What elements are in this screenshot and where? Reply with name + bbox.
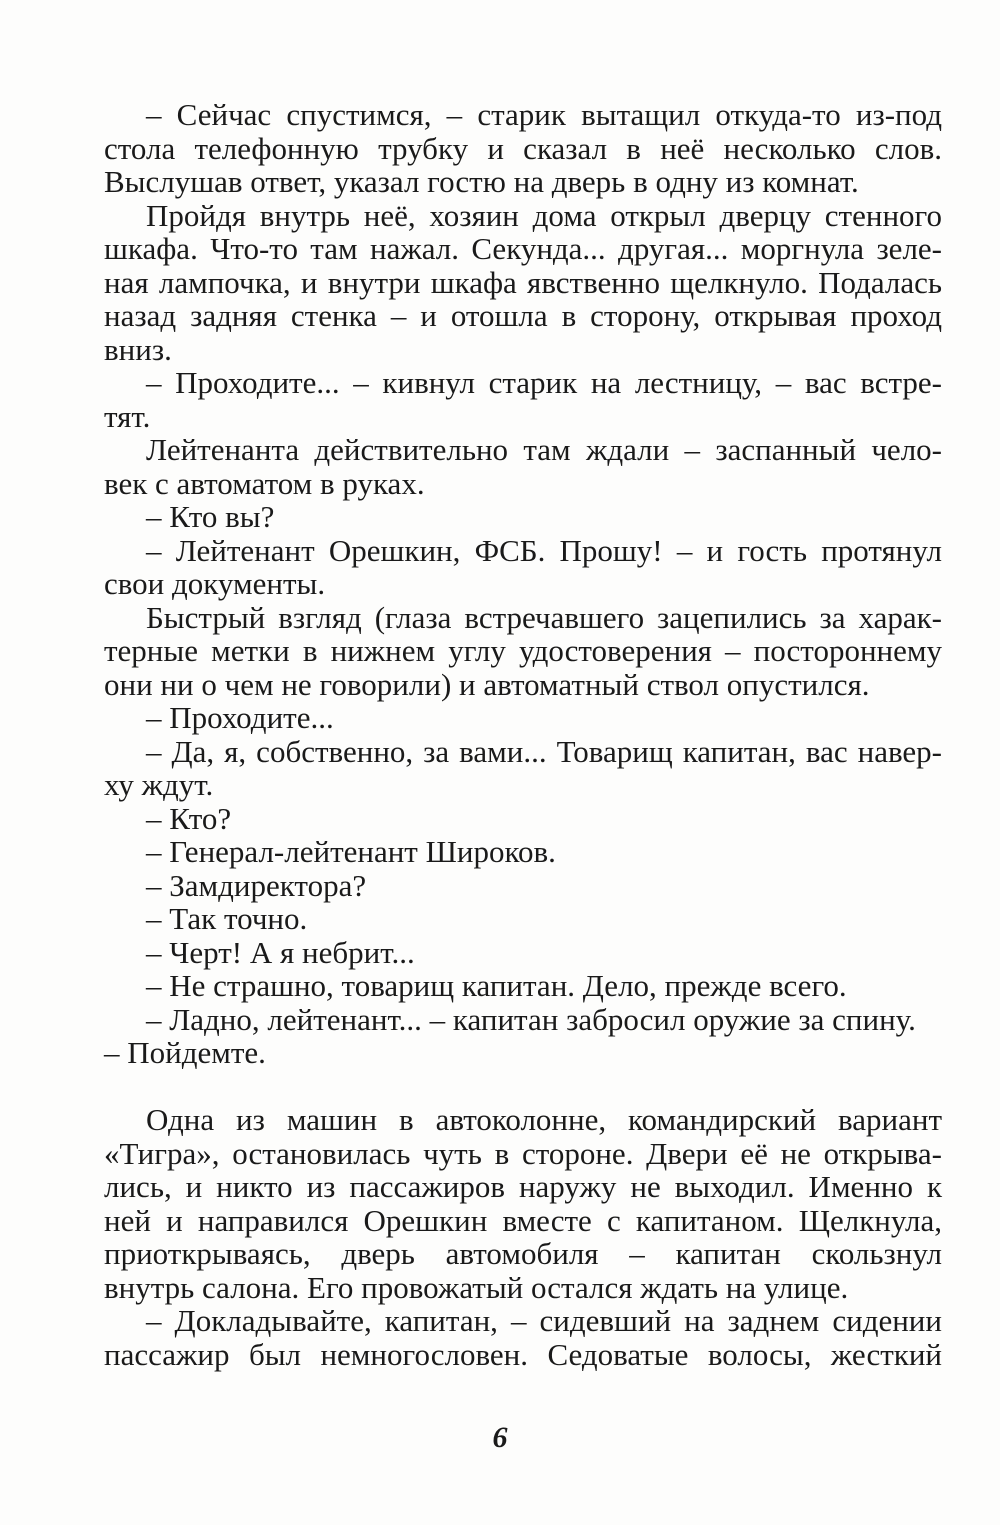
text-line: ней и направился Орешкин вместе с капитаном. Щелкнула, [104, 1202, 942, 1238]
text-line: тят. [104, 398, 151, 434]
text-line: свои документы. [104, 566, 326, 601]
text-line: терные метки в нижнем углу удостоверения – постороннему [104, 633, 942, 668]
text-line: – Лейтенант Орешкин, ФСБ. Прошу! – и гость протянул [146, 532, 942, 568]
text-line: шкафа. Что-то там нажал. Секунда... другая... моргнула зеле- [104, 231, 942, 266]
text-line: – Черт! А я небрит... [146, 934, 415, 970]
text-line: приоткрываясь, дверь автомобиля – капитан скользнул [104, 1236, 942, 1271]
text-line: – Не страшно, товарищ капитан. Дело, прежде всего. [146, 968, 847, 1003]
body-text [104, 98, 942, 1371]
text-line: век с автоматом в руках. [104, 465, 425, 501]
text-line: – Проходите... – кивнул старик на лестницу, – вас встре- [146, 365, 942, 400]
text-line: – Замдиректора? [146, 867, 367, 903]
text-line: – Да, я, собственно, за вами... Товарищ капитан, вас навер- [146, 733, 942, 769]
text-line: внутрь салона. Его провожатый остался ждать на улице. [104, 1269, 849, 1305]
text-line: пассажир был немногословен. Седоватые волосы, жесткий [104, 1336, 942, 1372]
text-line: – Докладывайте, капитан, – сидевший на заднем сидении [146, 1303, 942, 1338]
section-break [104, 1070, 942, 1104]
text-line: вниз. [104, 331, 172, 367]
text-line: – Ладно, лейтенант... – капитан забросил оружие за спину. [146, 1001, 916, 1037]
text-line: Быстрый взгляд (глаза встречавшего зацепились за харак- [146, 599, 942, 635]
text-line: – Кто вы? [146, 499, 275, 534]
text-line: – Проходите... [146, 700, 334, 735]
text-line: – Кто? [146, 800, 232, 836]
text-line: «Тигра», остановилась чуть в стороне. Двери её не открыва- [104, 1135, 942, 1171]
text-line: ная лампочка, и внутри шкафа явственно щелкнуло. Подалась [104, 264, 942, 300]
page-number: 6 [492, 1421, 508, 1454]
text-line: Одна из машин в автоколонне, командирский вариант [146, 1102, 942, 1137]
text-line: они ни о чем не говорили) и автоматный ствол опустился. [104, 666, 870, 702]
text-line: ху ждут. [104, 767, 214, 802]
text-line: Выслушав ответ, указал гостю на дверь в одну из комнат. [104, 164, 859, 199]
text-line: Пройдя внутрь неё, хозяин дома открыл дверцу стенного [146, 197, 942, 233]
text-line: назад задняя стенка – и отошла в сторону, открывая проход [104, 298, 942, 333]
text-line: – Генерал-лейтенант Широков. [146, 834, 556, 869]
text-line: – Сейчас спустимся, – старик вытащил откуда-то из-под [146, 97, 942, 132]
text-line: Лейтенанта действительно там ждали – заспанный чело- [146, 432, 942, 467]
text-line: лись, и никто из пассажиров наружу не выходил. Именно к [104, 1169, 942, 1204]
text-line: – Пойдемте. [104, 1035, 266, 1070]
text-line: стола телефонную трубку и сказал в неё несколько слов. [104, 130, 942, 166]
text-line: – Так точно. [146, 901, 308, 936]
